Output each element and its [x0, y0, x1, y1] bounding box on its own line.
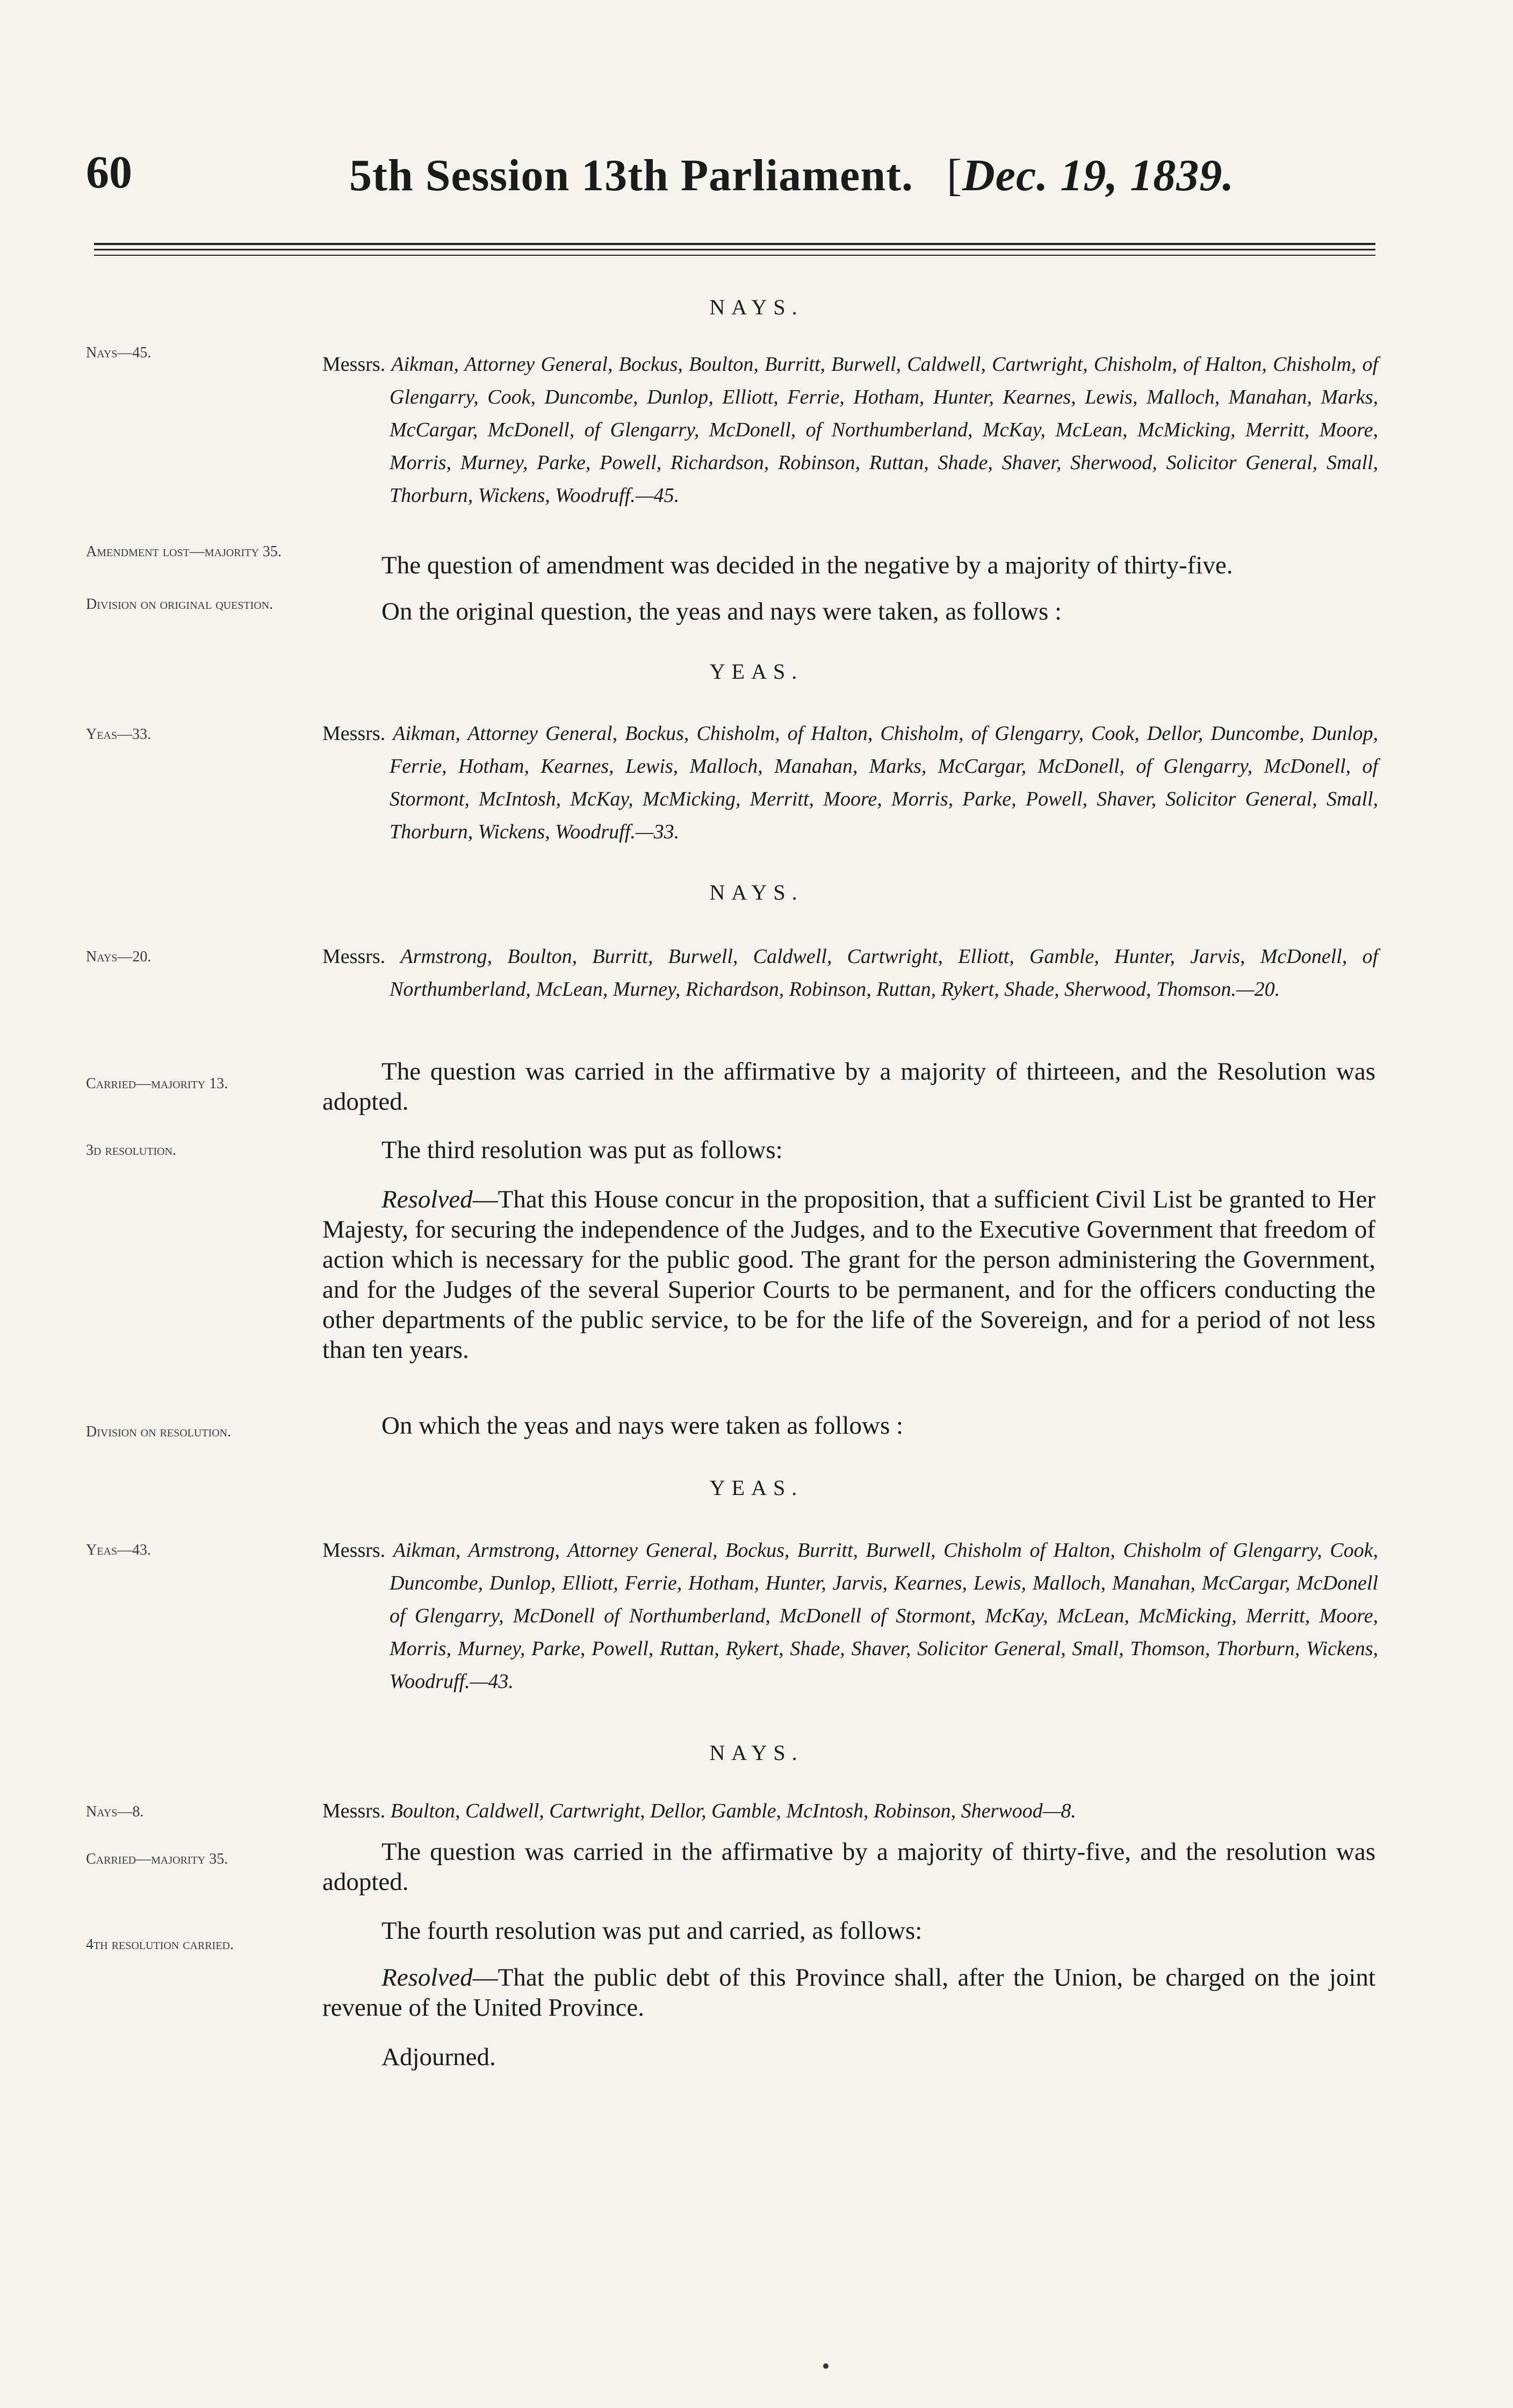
yeas-list-2-lead: Messrs.	[322, 1539, 386, 1562]
yeas-list-2-names: Aikman, Armstrong, Attorney General, Bockus, Burritt, Burwell, Chisholm of Halton, Chisholm of Glengarry, Cook, Duncombe, Dunlop, Elliott, Ferrie, Hotham, Hunter, Jarvis, Kearnes, Lewis, Malloch, Manahan, McCargar, McDonell of Glengarry, McDonell of Northumberland, McDonell of Stormont, McKay, McLean, McMicking, Merritt, Moore, Morris, Murney, Parke, Powell, Ruttan, Rykert, Shade, Shaver, Solicitor General, Small, Thomson, Thorburn, Wickens, Woodruff.—43.	[390, 1539, 1378, 1693]
nays-list-1-names: Aikman, Attorney General, Bockus, Boulton, Burritt, Burwell, Caldwell, Cartwright, Chisholm, of Halton, Chisholm, of Glengarry, Cook, Duncombe, Dunlop, Elliott, Ferrie, Hotham, Hunter, Kearnes, Lewis, Malloch, Manahan, Marks, McCargar, McDonell, of Glengarry, McDonell, of Northumberland, McKay, McLean, McMicking, Merritt, Moore, Morris, Murney, Parke, Powell, Richardson, Robinson, Ruttan, Shade, Shaver, Sherwood, Solicitor General, Small, Thorburn, Wickens, Woodruff.—45.	[390, 353, 1379, 507]
margin-note-yeas-43: Yeas—43.	[86, 1542, 152, 1558]
print-dot	[823, 2363, 828, 2369]
nays-list-3-names: Boulton, Caldwell, Cartwright, Dellor, Gamble, McIntosh, Robinson, Sherwood—8.	[390, 1800, 1076, 1822]
nays-list-2-lead: Messrs.	[322, 945, 386, 968]
resolution-3-lead: Resolved	[381, 1185, 473, 1213]
yeas-heading-1: YEAS.	[709, 659, 804, 684]
margin-note-amendment-lost: Amendment lost—majority 35.	[86, 543, 282, 560]
yeas-list-1-lead: Messrs.	[322, 722, 386, 745]
carried-13-text: The question was carried in the affirmative by a majority of thirteeen, and the Resolution was adopted.	[322, 1058, 1375, 1116]
carried-35-text: The question was carried in the affirmative by a majority of thirty-five, and the resolution was adopted.	[322, 1838, 1375, 1896]
yeas-heading-2: YEAS.	[709, 1476, 804, 1500]
resolution-4-paragraph	[322, 1963, 1375, 2023]
resolution-4-text: —That the public debt of this Province shall, after the Union, be charged on the joint revenue of the United Province.	[322, 1964, 1375, 2022]
page-header	[349, 149, 1234, 202]
margin-note-nays-20: Nays—20.	[86, 948, 152, 965]
margin-note-yeas-33: Yeas—33.	[86, 726, 152, 743]
yeas-list-2	[322, 1534, 1378, 1698]
adjourned-text: Adjourned.	[381, 2043, 496, 2071]
yeas-list-1	[322, 717, 1378, 849]
nays-list-3-lead: Messrs.	[322, 1800, 386, 1822]
carried-35-paragraph	[322, 1837, 1375, 1897]
nays-list-2	[322, 940, 1378, 1006]
header-date: Dec. 19, 1839.	[962, 150, 1235, 200]
nays-heading-1: NAYS.	[709, 295, 804, 319]
margin-note-nays-8: Nays—8.	[86, 1803, 144, 1820]
margin-note-nays-45: Nays—45.	[86, 344, 152, 361]
margin-note-carried-35: Carried—majority 35.	[86, 1851, 228, 1867]
nays-list-1	[322, 348, 1378, 512]
nays-list-3	[322, 1795, 1378, 1828]
nays-list-1-lead: Messrs.	[322, 353, 386, 376]
third-resolution-text: The third resolution was put as follows:	[381, 1136, 783, 1164]
header-rule-thin	[94, 255, 1375, 256]
nays-heading-3: NAYS.	[709, 1741, 804, 1765]
original-question-paragraph	[322, 596, 1375, 627]
fourth-resolution-paragraph	[322, 1916, 1375, 1946]
nays-list-2-names: Armstrong, Boulton, Burritt, Burwell, Caldwell, Cartwright, Elliott, Gamble, Hunter, Jarvis, McDonell, of Northumberland, McLean, Murney, Richardson, Robinson, Ruttan, Rykert, Shade, Sherwood, Thomson.—20.	[390, 945, 1378, 1001]
third-resolution-paragraph	[322, 1135, 1375, 1165]
original-question-text: On the original question, the yeas and nays were taken, as follows :	[381, 598, 1062, 626]
margin-note-division-original: Division on original question.	[86, 596, 273, 613]
fourth-resolution-text: The fourth resolution was put and carried, as follows:	[381, 1917, 923, 1945]
resolution-3-paragraph	[322, 1184, 1375, 1365]
header-rule-middle	[94, 249, 1375, 250]
amendment-result-paragraph	[322, 550, 1375, 580]
resolution-4-lead: Resolved	[381, 1964, 473, 1992]
division-text: On which the yeas and nays were taken as follows :	[381, 1412, 904, 1440]
adjourned-paragraph	[322, 2042, 1375, 2072]
page-number: 60	[86, 146, 132, 198]
header-bracket: [	[947, 150, 963, 200]
header-title: 5th Session 13th Parliament.	[349, 150, 914, 200]
amendment-result-text: The question of amendment was decided in the negative by a majority of thirty-five.	[381, 551, 1233, 579]
header-rule-thick	[94, 243, 1375, 245]
margin-note-3d-resolution: 3d resolution.	[86, 1142, 176, 1159]
division-paragraph	[322, 1411, 1375, 1441]
yeas-list-1-names: Aikman, Attorney General, Bockus, Chisholm, of Halton, Chisholm, of Glengarry, Cook, Dellor, Duncombe, Dunlop, Ferrie, Hotham, Kearnes, Lewis, Malloch, Manahan, Marks, McCargar, McDonell, of Glengarry, McDonell, of Stormont, McIntosh, McKay, McMicking, Merritt, Moore, Morris, Parke, Powell, Shaver, Solicitor General, Small, Thorburn, Wickens, Woodruff.—33.	[390, 722, 1379, 843]
carried-13-paragraph	[322, 1056, 1375, 1117]
resolution-3-text: —That this House concur in the proposition, that a sufficient Civil List be granted to Her Majesty, for securing the independence of the Judges, and to the Executive Government that freedom of action which is necessary for the public good. The grant for the person administering the Government, and for the Judges of the several Superior Courts to be permanent, and for the officers conducting the other departments of the public service, to be for the life of the Sovereign, and for a period of not less than ten years.	[322, 1185, 1375, 1364]
margin-note-4th-resolution: 4th resolution carried.	[86, 1936, 234, 1953]
margin-note-division-resolution: Division on resolution.	[86, 1424, 232, 1440]
margin-note-carried-13: Carried—majority 13.	[86, 1075, 228, 1092]
nays-heading-2: NAYS.	[709, 880, 804, 904]
